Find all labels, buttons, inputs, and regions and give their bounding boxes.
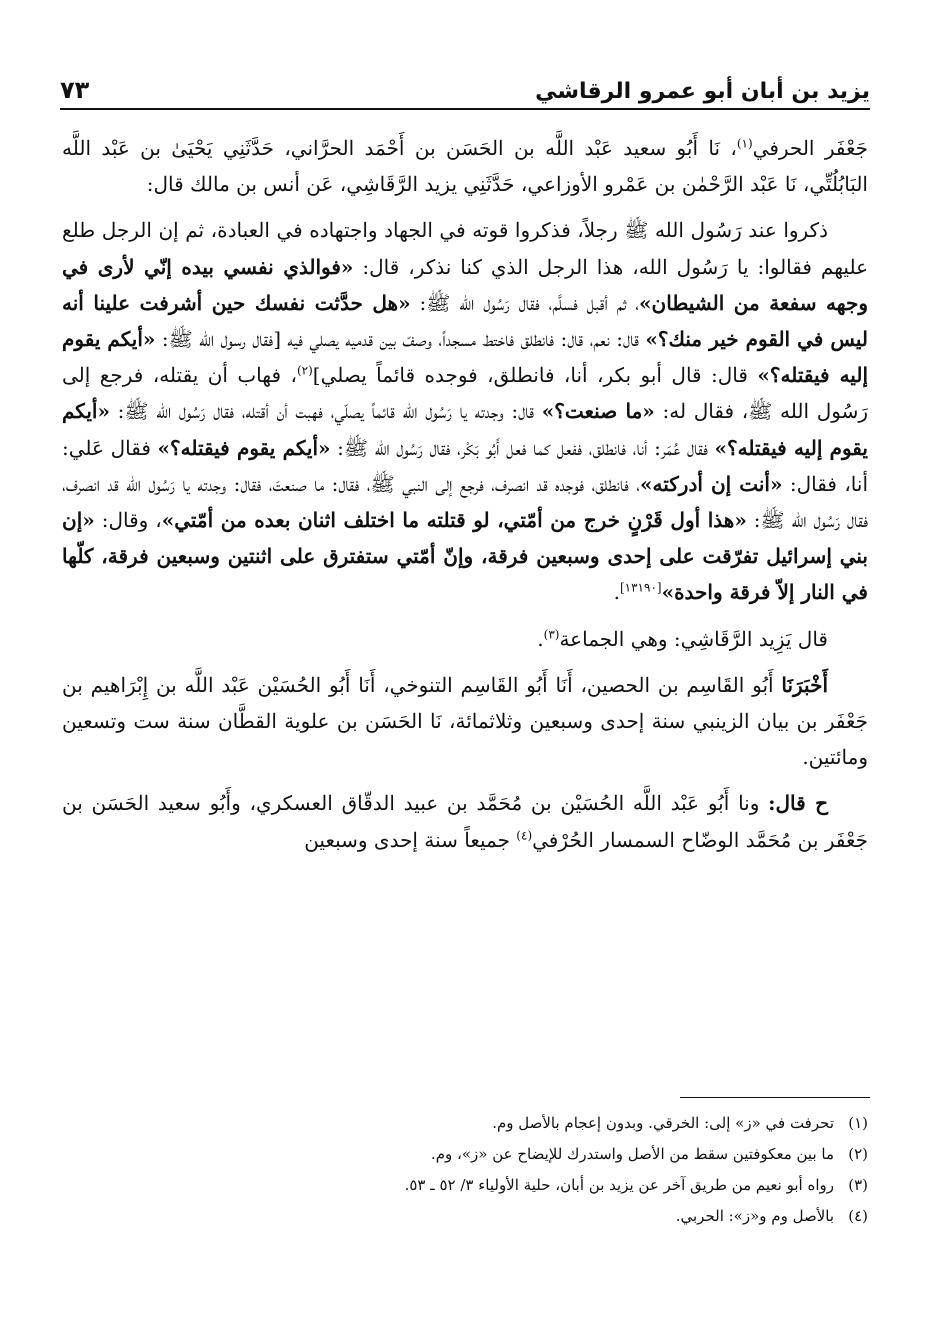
footnote-text: تحرفت في «ز» إلى: الخرقي. وبدون إعجام بالأصل وم. bbox=[492, 1114, 834, 1132]
footnote-number: (٣) bbox=[848, 1176, 868, 1194]
text-run: قال: قال أبو بكر، أنا، فانطلق، فوجده قائماً يصلي] bbox=[312, 363, 758, 388]
footnote-item bbox=[62, 1170, 868, 1201]
footnote-item bbox=[62, 1139, 868, 1170]
text-run: . bbox=[613, 580, 620, 605]
footnote-ref: (١) bbox=[736, 136, 753, 151]
footnote-number: (٤) bbox=[848, 1207, 868, 1225]
paragraph-p5 bbox=[62, 785, 868, 857]
footnote-item bbox=[62, 1201, 868, 1232]
footnote-number: (١) bbox=[848, 1114, 868, 1132]
footnote-number: (٢) bbox=[848, 1145, 868, 1163]
text-run: أَخْبَرَنَا bbox=[781, 672, 828, 697]
text-run: «هذا أول قَرْنٍ خرج من أمّتي، لو قتلته ما اختلف اثنان بعده من أمّتي» bbox=[161, 508, 747, 533]
footnote-ref: (٤) bbox=[516, 828, 533, 842]
text-run: «ما صنعت؟» bbox=[541, 399, 655, 424]
paragraph-p1 bbox=[62, 130, 868, 202]
footnote-ref: [١٣١٩٠] bbox=[619, 580, 662, 595]
paragraph-p4 bbox=[62, 667, 868, 776]
text-run: قال: وجدته يا رَسُول الله قائماً يصلّي، فهبت أن أقتله، فقال رَسُول الله ﷺ: bbox=[109, 399, 542, 424]
footnotes bbox=[62, 1108, 868, 1232]
text-run: ، فهاب أن يقتله، فرجع إلى رَسُول الله ﷺ، فقال له: bbox=[62, 363, 868, 424]
text-run: ، فانطلق، فوجده قد انصرف، فرجع إلى النبي ﷺ، فقال: ما صنعتَ، فقال: وجدته يا رَسُول الله قد انصرف، فقال رَسُول الله ﷺ: bbox=[62, 471, 868, 533]
text-run: قال: نعم، قال: فانطلق فاختط مسجداً، وصفّ بين قدميه يصلي فيه [فقال رسول الله ﷺ: bbox=[155, 327, 646, 352]
text-run: «أيكم يقوم فيقتله؟» bbox=[157, 435, 331, 460]
footnote-item bbox=[62, 1108, 868, 1139]
text-run: جَعْفَر الحرفي bbox=[752, 136, 868, 160]
text-run: «إن بني إسرائيل تفرّقت على إحدى وسبعين فرقة، وإنّ أمّتي ستفترق على اثنتين وسبعين فرقة، كلّها في النار إلاّ فرقة واحدة» bbox=[62, 508, 868, 605]
text-run: أَبُو القَاسِم بن الحصين، أَنَا أَبُو القَاسِم التنوخي، أَنَا أَبُو الحُسَيْن عَبْد اللَّه بن إِبْرَاهيم بن جَعْفَر بن بيان الزينبي سنة إحدى وسبعين وثلاثمائة، نَا الحَسَن بن علوية القطَّان سنة ست وتسعين ومائتين. bbox=[62, 672, 869, 770]
footnote-separator bbox=[680, 1097, 870, 1098]
text-run: ، وقال: bbox=[94, 508, 162, 533]
running-title: يزيد بن أبان أبو عمرو الرقاشي bbox=[535, 79, 870, 104]
text-run: «أيكم يقوم إليه فيقتله؟» bbox=[62, 399, 868, 460]
footnote-text: ما بين معكوفتين سقط من الأصل واستدرك للإيضاح عن «ز»، وم. bbox=[430, 1145, 834, 1163]
text-run: «أيكم يقوم إليه فيقتله؟» bbox=[62, 327, 868, 388]
text-run: جميعاً سنة إحدى وسبعين bbox=[304, 827, 517, 852]
text-run: فقال عَلي: أنا، فقال: bbox=[62, 435, 868, 496]
page-header bbox=[60, 58, 870, 110]
main-text bbox=[62, 130, 868, 868]
page-number: ٧٣ bbox=[60, 76, 90, 104]
text-run: «أنت إن أدركته» bbox=[640, 471, 783, 496]
text-run: ح قال: bbox=[768, 791, 828, 816]
paragraph-p2 bbox=[62, 212, 868, 610]
text-run: قال يَزِيد الرَّقَاشِي: وهي الجماعة bbox=[559, 626, 828, 651]
text-run: ونا أَبُو عَبْد اللَّه الحُسَيْن بن مُحَمَّد بن عبيد الدقّاق العسكري، وأَبُو سعيد الحَسَن بن جَعْفَر بن مُحَمَّد الوضّاح السمسار الحُرْفي bbox=[62, 791, 868, 852]
text-run: ، ثم أقبل فسلَّم، فقال رَسُول الله ﷺ: bbox=[410, 290, 640, 315]
text-run: ذكروا عند رَسُول الله ﷺ رجلاً، فذكروا قوته في الجهاد واجتهاده في العبادة، ثم إن الرجل طلع عليهم فقالوا: يا رَسُول الله، هذا الرجل الذي كنا نذكر، قال: bbox=[62, 218, 868, 279]
text-run: ، نَا أَبُو سعيد عَبْد اللَّه بن الحَسَن بن أَحْمَد الحرَّاني، حَدَّثَنِي يَحْيَىٰ بن عَبْد اللَّه البَابُلُتِّي، نَا عَبْد الرَّحْمٰن بن عَمْرو الأوزاعي، حَدَّثَنِي يزيد الرَّقَاشِي، عَن أنس بن مالك قال: bbox=[62, 136, 868, 197]
footnote-text: رواه أبو نعيم من طريق آخر عن يزيد بن أبان، حلية الأولياء ٣/ ٥٢ ـ ٥٣. bbox=[404, 1176, 834, 1194]
text-run: فقال عُمَر: أنا، فانطلق، ففعل كما فعل أَبُو بَكْر، فقال رَسُول الله ﷺ: bbox=[330, 435, 715, 460]
text-run: . bbox=[537, 626, 544, 651]
footnote-ref: (٣) bbox=[543, 626, 560, 641]
footnote-text: بالأصل وم و«ز»: الحربي. bbox=[675, 1207, 834, 1225]
text-run: «فوالذي نفسي بيده إنّي لأرى في وجهه سفعة من الشيطان» bbox=[62, 254, 869, 315]
paragraph-p3 bbox=[62, 621, 868, 657]
footnote-ref: (٢) bbox=[296, 363, 313, 378]
text-run: «هل حدَّثت نفسك حين أشرفت علينا أنه ليس في القوم خير منك؟» bbox=[62, 290, 869, 352]
